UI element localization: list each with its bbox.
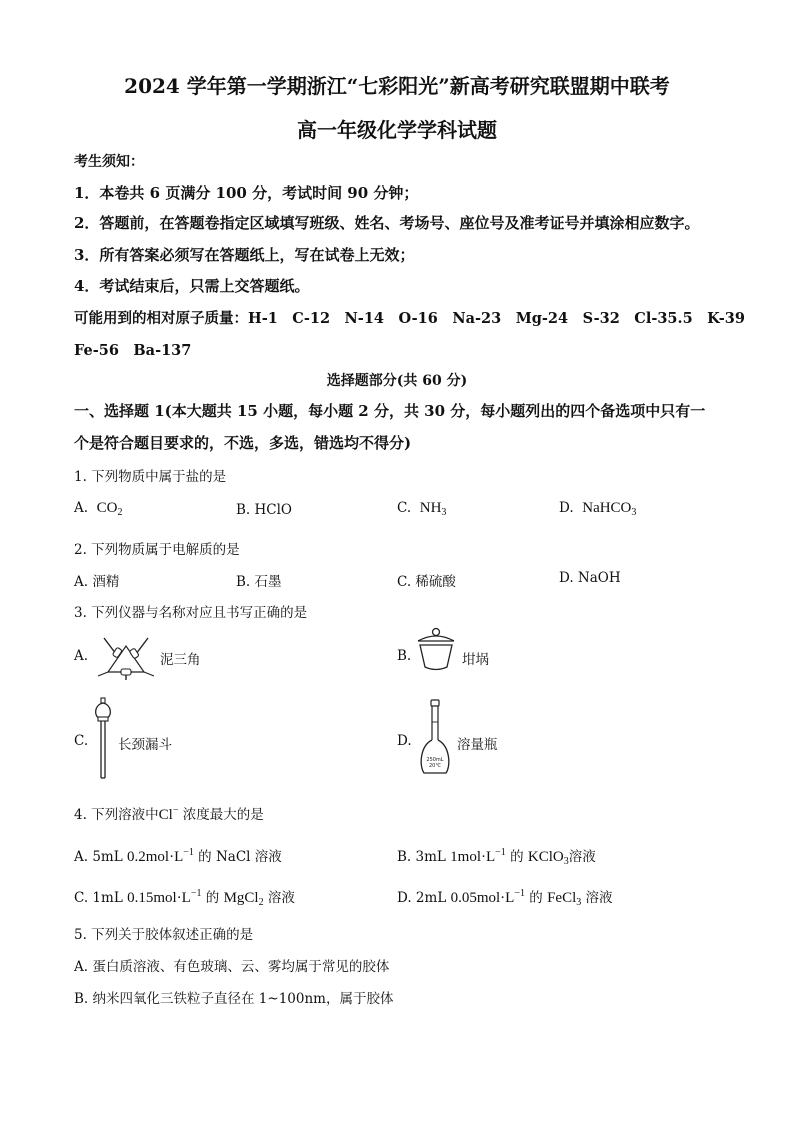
clay-triangle-icon bbox=[96, 636, 156, 682]
notice-item-3: 3．所有答案必须写在答题纸上，写在试卷上无效； bbox=[74, 246, 415, 264]
q3-option-b-label: B. bbox=[397, 648, 412, 664]
notice-item-4: 4．考试结束后，只需上交答题纸。 bbox=[74, 277, 310, 295]
section-instructions-line1: 一、选择题 1(本大题共 15 小题，每小题 2 分，共 30 分，每小题列出的四个备选项中只有一 bbox=[74, 402, 706, 420]
volumetric-flask-icon bbox=[418, 700, 452, 778]
notice-item-1: 1．本卷共 6 页满分 100 分，考试时间 90 分钟； bbox=[74, 184, 419, 202]
q2-stem: 2. 下列物质属于电解质的是 bbox=[74, 542, 240, 558]
q3-option-c-label: C. bbox=[74, 733, 89, 749]
flask-volume-label: 250mL bbox=[426, 757, 444, 763]
exam-subtitle: 高一年级化学学科试题 bbox=[297, 118, 497, 142]
q2-option-c: C. 稀硫酸 bbox=[397, 574, 456, 590]
q3-option-b-name: 坩埚 bbox=[462, 652, 489, 668]
q4-option-a: A. 5mL $0.2mol\cdot L^{-1}$ 的 NaCl 溶液 bbox=[74, 847, 282, 865]
q4-stem: 4. 下列溶液中Cl− 浓度最大的是 bbox=[74, 805, 264, 823]
flask-temperature-label: 20℃ bbox=[429, 763, 441, 769]
q2-option-b: B. 石墨 bbox=[236, 574, 282, 590]
atomic-masses-line2: Fe-56 Ba-137 bbox=[74, 342, 192, 359]
section-heading: 选择题部分(共 60 分) bbox=[326, 373, 468, 389]
q1-option-a: A. $CO_2$ bbox=[74, 500, 123, 518]
q5-option-a: A. 蛋白质溶液、有色玻璃、云、雾均属于常见的胶体 bbox=[74, 959, 390, 975]
q1-stem: 1. 下列物质中属于盐的是 bbox=[74, 469, 227, 485]
q3-option-a-name: 泥三角 bbox=[160, 652, 201, 668]
q2-option-a: A. 酒精 bbox=[74, 574, 120, 590]
q4-option-b: B. 3mL $1mol\cdot L^{-1}$ 的 KClO$_3$溶液 bbox=[397, 847, 596, 867]
q5-stem: 5. 下列关于胶体叙述正确的是 bbox=[74, 927, 254, 943]
q1-option-d: D. NaHCO$_3$ bbox=[559, 500, 637, 518]
q2-option-d: D. NaOH bbox=[559, 570, 621, 586]
exam-title: 2024 学年第一学期浙江“七彩阳光”新高考研究联盟期中联考 bbox=[124, 74, 670, 98]
q3-option-c-name: 长颈漏斗 bbox=[118, 737, 172, 753]
section-instructions-line2: 个是符合题目要求的，不选，多选，错选均不得分) bbox=[74, 434, 412, 452]
q3-option-d-name: 溶量瓶 bbox=[457, 737, 498, 753]
q1-option-b: B. HClO bbox=[236, 502, 292, 518]
q3-option-a-label: A. bbox=[74, 648, 89, 664]
q3-stem: 3. 下列仪器与名称对应且书写正确的是 bbox=[74, 605, 308, 621]
q5-option-b: B. 纳米四氧化三铁粒子直径在 1~100nm，属于胶体 bbox=[74, 991, 394, 1007]
crucible-icon bbox=[415, 627, 457, 673]
long-neck-funnel-icon bbox=[92, 698, 114, 780]
q4-option-d: D. 2mL $0.05mol\cdot L^{-1}$ 的 FeCl$_3$ 溶液 bbox=[397, 888, 613, 908]
q1-option-c: C. $NH_3$ bbox=[397, 500, 447, 518]
q4-option-c: C. 1mL $0.15mol\cdot L^{-1}$ 的 MgCl$_2$ 溶液 bbox=[74, 888, 295, 908]
notice-item-2: 2．答题前，在答题卷指定区域填写班级、姓名、考场号、座位号及准考证号并填涂相应数字。 bbox=[74, 214, 700, 232]
q3-option-d-label: D. bbox=[397, 733, 412, 749]
notice-heading: 考生须知： bbox=[74, 154, 144, 170]
atomic-masses-line1: 可能用到的相对原子质量：H-1 C-12 N-14 O-16 Na-23 Mg-24 S-32 Cl-35.5 K-39 bbox=[74, 310, 745, 327]
